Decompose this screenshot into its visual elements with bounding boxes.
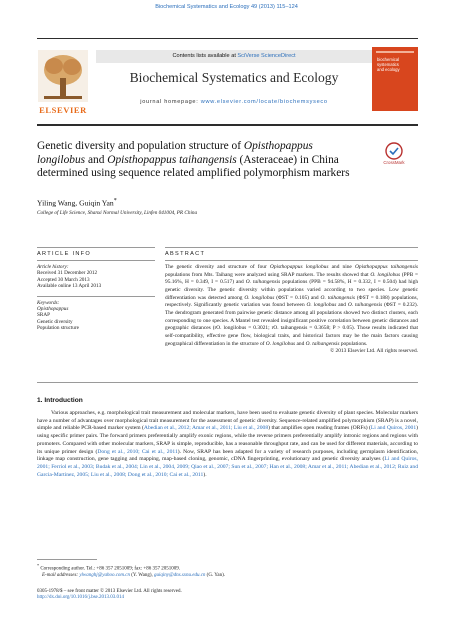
corresponding-author-footnote xyxy=(37,563,418,579)
keyword: Opisthopappus xyxy=(37,306,69,313)
accepted-date: Accepted 30 March 2013 xyxy=(37,276,90,283)
introduction-body: Various approaches, e.g. morphological trait measurement and molecular markers, have been used to evaluate genetic diversity of plant species. Molecular markers have a number of advantages over morphological trait measurement for the assessment of genetic diversity. Sequence-related amplified polymorphism (SRAP) is a novel, simple and reliable PCR-based marker system (Abedian et al., 2012; Amar et al., 2011; Liu et al., 2008) that amplifies open reading frames (ORFs) (Li and Quiros, 2001) using specific primer pairs. The forward primers preferentially amplify exonic regions, while the reverse primers preferentially amplify intronic regions and regions with promoters. Compared with other molecular markers, SRAP is simple, reproducible, has a reasonable throughput rate, and can be used for different materials, according to its unique primer design (Dong et al., 2010; Cai et al., 2011). Now, SRAP has been adapted for a variety of research purposes, including germplasm identification, linkage map construction, gene tagging and mapping, map-based cloning, genomic, cDNA fingerprinting, evolutionary and genetic diversity analyses (Li and Quiros, 2001; Ferriol et al., 2003; Budak et al., 2004; Lin et al., 2004, 2009; Qiao et al., 2007; Sun et al., 2007; Han et al., 2008; Amar et al., 2011; Abedian et al., 2012; Ruiz and Garcia-Martinez, 2005; Liu et al., 2008; Dong et al., 2010; Cai et al., 2011). xyxy=(37,410,419,478)
email-owner: (Y. Wang), xyxy=(130,573,155,579)
crossmark-label: CrossMark xyxy=(383,160,405,165)
crossmark-icon xyxy=(370,142,418,160)
email-owner: (G. Yan). xyxy=(205,573,226,579)
email-link[interactable]: ylwanghj@yahoo.com.cn xyxy=(79,573,131,579)
keyword: Genetic diversity xyxy=(37,318,73,325)
corresponding-author: Corresponding author. Tel.: +86 357 2051009; fax: +86 357 2051009. xyxy=(39,566,180,572)
issn-doi xyxy=(37,589,418,602)
authors[interactable]: Yiling Wang, Guiqin Yan xyxy=(37,198,114,208)
journal-homepage xyxy=(96,99,372,105)
cover-stripe xyxy=(376,51,414,53)
abstract-rule xyxy=(165,260,418,261)
author-footnote-mark[interactable]: * xyxy=(113,197,117,204)
keyword: Population structure xyxy=(37,325,79,332)
issn-line: 0305-1978/$ – see front matter © 2013 Elsevier Ltd. All rights reserved. xyxy=(37,589,182,594)
journal-citation[interactable]: Biochemical Systematics and Ecology 49 (2013) 115–124 xyxy=(155,4,298,10)
crossmark-badge[interactable] xyxy=(370,142,418,168)
introduction-heading: 1. Introduction xyxy=(37,397,83,404)
abstract-heading: ABSTRACT xyxy=(165,251,206,257)
reference-link[interactable]: Li and Quiros, 2001 xyxy=(370,425,417,432)
article-info xyxy=(37,264,155,332)
cover-title-line: and ecology xyxy=(377,67,400,72)
reference-link[interactable]: Abedian et al., 2012; Amar et al., 2011; Liu et al., 2008 xyxy=(143,425,269,432)
keywords-rule xyxy=(37,296,155,297)
abstract-rule xyxy=(165,247,418,248)
online-date: Available online 13 April 2013 xyxy=(37,283,102,290)
contents-prefix: Contents lists available at xyxy=(172,53,238,59)
abstract-copyright: © 2013 Elsevier Ltd. All rights reserved. xyxy=(330,348,418,355)
affiliation: College of Life Science, Shanxi Normal University, Linfen 041004, PR China xyxy=(37,210,198,216)
journal-cover-thumbnail[interactable] xyxy=(372,47,418,111)
homepage-link[interactable]: www.elsevier.com/locate/biochemsyseco xyxy=(200,99,328,105)
contents-available-line xyxy=(96,50,372,63)
cover-title-line: biochemical xyxy=(377,57,400,62)
homepage-prefix: journal homepage: xyxy=(140,99,201,105)
info-rule xyxy=(37,247,155,248)
reference-link[interactable]: Li and Quiros, 2001; Ferriol et al., 2003; Budak et al., 2004; Lin et al., 2004, 2009; Qiao et al., 2007; Sun et al., 2007; Han et al., 2008; Amar et al., 2011; Abedian et al., 2012; Ruiz and Garcia-Martinez, 2005; Liu et al., 2008; Dong et al., 2010; Cai et al., 2011 xyxy=(37,456,418,478)
elsevier-logo xyxy=(38,50,88,116)
email-label: E-mail addresses: xyxy=(42,573,80,579)
author-list xyxy=(37,197,117,208)
elsevier-wordmark: ELSEVIER xyxy=(39,105,87,115)
info-rule xyxy=(37,260,155,261)
keywords-label: Keywords: xyxy=(37,299,60,306)
abstract-body: The genetic diversity and structure of four Opisthopappus longilobus and nine Opisthopappus taihangensis populations from Mts. Taihang were analyzed using SRAP markers. The results showed that O. longilobus (PPB = 95.16%, H = 0.349, I = 0.517) and O. taihangensis populations (PPB = 94.58%, H = 0.332, I = 0.504) had high genetic diversity. The genetic diversity within populations varied according to two species. Low genetic differentiation was detected among O. longilobus (ΦST = 0.105) and O. taihangensis (ΦST = 0.188) populations, respectively. Significantly genetic variation was found between O. longilobus and O. taihangensis (ΦST = 0.232). The dendrogram generated from pairwise genetic distance among all populations showed two distinct clusters, each corresponding to one species. A Mantel test revealed insignificant positive correlation between genetic distances and geographic distances (rO. longilobus = 0.3021; rO. taihangensis = 0.3658; P > 0.05). Those results indicated that self-compatibility, effective gene flow, biological traits, and historical factors may be the main factors causing geographical differentiation in the structure of O. longilobus and O. taihangensis populations. © 2013 Elsevier Ltd. All rights reserved. xyxy=(165,264,419,355)
footnote-mark: * xyxy=(37,563,40,568)
header-bottom-rule xyxy=(37,124,418,126)
keyword: SRAP xyxy=(37,312,50,319)
article-title: Genetic diversity and population structure of Opisthopappus longilobus and Opisthopappus taihangensis (Asteraceae) in China determined using sequence related amplified polymorphism markers xyxy=(37,140,350,180)
email-link[interactable]: guiqiny@dns.sxnu.edu.cn xyxy=(154,573,206,579)
footnote-rule xyxy=(37,559,97,560)
cover-title xyxy=(377,57,415,72)
journal-title[interactable]: Biochemical Systematics and Ecology xyxy=(129,70,339,85)
abstract-end-rule xyxy=(37,382,418,383)
header-top-rule xyxy=(37,38,418,39)
reference-link[interactable]: Dong et al., 2010; Cai et al., 2011 xyxy=(97,448,178,455)
history-label: Article history: xyxy=(37,264,69,270)
article-info-heading: ARTICLE INFO xyxy=(37,251,92,257)
received-date: Received 31 December 2012 xyxy=(37,270,98,277)
doi-link[interactable]: http://dx.doi.org/10.1016/j.bse.2013.03.014 xyxy=(37,595,124,601)
elsevier-tree-icon xyxy=(38,50,88,102)
sciencedirect-link[interactable]: SciVerse ScienceDirect xyxy=(237,53,296,59)
cover-title-line: systematics xyxy=(377,62,399,67)
